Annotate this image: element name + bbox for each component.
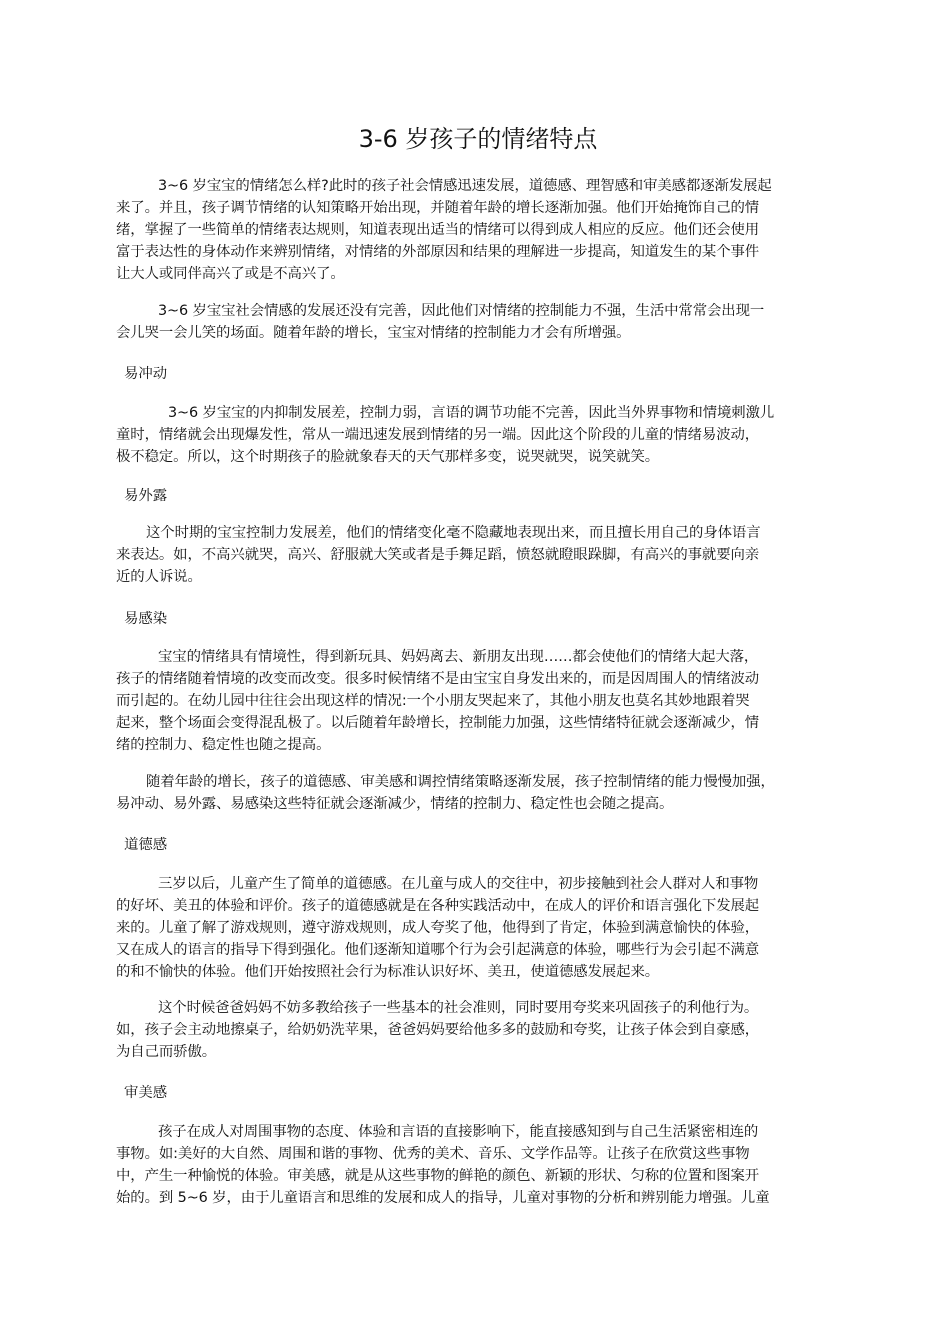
paragraph-contagious — [116, 646, 840, 756]
text-line: 随着年龄的增长，孩子的道德感、审美感和调控情绪策略逐渐发展，孩子控制情绪的能力慢慢加强， — [146, 774, 775, 790]
text-line: 如，孩子会主动地擦桌子，给奶奶洗苹果，爸爸妈妈要给他多多的鼓励和夸奖，让孩子体会到自豪感， — [116, 1022, 760, 1038]
text-line: 来的。儿童了解了游戏规则，遵守游戏规则，成人夸奖了他，他得到了肯定，体验到满意愉快的体验， — [116, 920, 760, 936]
section-heading-aesthetic: 审美感 — [124, 1085, 168, 1101]
paragraph-impulsive — [116, 402, 840, 468]
text-line: 的好坏、美丑的体验和评价。孩子的道德感就是在各种实践活动中，在成人的评价和语言强化下发展起 — [116, 898, 760, 914]
text-line: 事物。如:美好的大自然、周围和谐的事物、优秀的美术、音乐、文学作品等。让孩子在欣赏这些事物 — [116, 1146, 750, 1162]
paragraph-social-emotion — [116, 300, 840, 344]
paragraph-intro — [116, 175, 840, 285]
text-line: 起来，整个场面会变得混乱极了。以后随着年龄增长，控制能力加强，这些情绪特征就会逐渐减少，情 — [116, 715, 760, 731]
text-line: 3~6 岁宝宝的内抑制发展差，控制力弱，言语的调节功能不完善，因此当外界事物和情境刺激儿 — [168, 405, 775, 421]
text-line: 为自己而骄傲。 — [116, 1044, 217, 1060]
section-heading-morality: 道德感 — [124, 837, 168, 853]
text-line: 三岁以后，儿童产生了简单的道德感。在儿童与成人的交往中，初步接触到社会人群对人和事物 — [158, 876, 759, 892]
text-line: 又在成人的语言的指导下得到强化。他们逐渐知道哪个行为会引起满意的体验，哪些行为会引起不满意 — [116, 942, 760, 958]
text-line: 而引起的。在幼儿园中往往会出现这样的情况:一个小朋友哭起来了，其他小朋友也莫名其妙地跟着哭 — [116, 693, 750, 709]
text-line: 易冲动、易外露、易感染这些特征就会逐渐减少，情绪的控制力、稳定性也会随之提高。 — [116, 796, 674, 812]
text-line: 孩子在成人对周围事物的态度、体验和言语的直接影响下，能直接感知到与自己生活紧密相连的 — [158, 1124, 759, 1140]
text-line: 来了。并且，孩子调节情绪的认知策略开始出现，并随着年龄的增长逐渐加强。他们开始掩饰自己的情 — [116, 200, 760, 216]
text-line: 中，产生一种愉悦的体验。审美感，就是从这些事物的鲜艳的颜色、新颖的形状、匀称的位置和图案开 — [116, 1168, 760, 1184]
text-line: 来表达。如，不高兴就哭，高兴、舒服就大笑或者是手舞足蹈，愤怒就瞪眼跺脚，有高兴的事就要向亲 — [116, 547, 760, 563]
text-line: 会儿哭一会儿笑的场面。随着年龄的增长，宝宝对情绪的控制能力才会有所增强。 — [116, 325, 631, 341]
text-line: 极不稳定。所以，这个时期孩子的脸就象春天的天气那样多变，说哭就哭，说笑就笑。 — [116, 449, 660, 465]
paragraph-aesthetic — [116, 1121, 840, 1209]
text-line: 这个时期的宝宝控制力发展差，他们的情绪变化毫不隐藏地表现出来，而且擅长用自己的身体语言 — [146, 525, 761, 541]
text-line: 童时，情绪就会出现爆发性，常从一端迅速发展到情绪的另一端。因此这个阶段的儿童的情绪易波动， — [116, 427, 760, 443]
text-line: 让大人或同伴高兴了或是不高兴了。 — [116, 266, 345, 282]
text-line: 3~6 岁宝宝社会情感的发展还没有完善，因此他们对情绪的控制能力不强，生活中常常会出现一 — [158, 303, 765, 319]
paragraph-expressive — [116, 522, 840, 588]
text-line: 近的人诉说。 — [116, 569, 202, 585]
section-heading-impulsive: 易冲动 — [124, 366, 168, 382]
section-heading-expressive: 易外露 — [124, 488, 168, 504]
text-line: 绪的控制力、稳定性也随之提高。 — [116, 737, 331, 753]
text-line: 宝宝的情绪具有情境性，得到新玩具、妈妈离去、新朋友出现……都会使他们的情绪大起大落， — [158, 649, 759, 665]
text-line: 3~6 岁宝宝的情绪怎么样?此时的孩子社会情感迅速发展，道德感、理智感和审美感都逐渐发展起 — [158, 178, 772, 194]
paragraph-age-growth — [116, 771, 840, 815]
text-line: 的和不愉快的体验。他们开始按照社会行为标准认识好坏、美丑，使道德感发展起来。 — [116, 964, 660, 980]
page-title: 3-6 岁孩子的情绪特点 — [358, 125, 598, 153]
text-line: 孩子的情绪随着情境的改变而改变。很多时候情绪不是由宝宝自身发出来的，而是因周围人的情绪波动 — [116, 671, 760, 687]
section-heading-contagious: 易感染 — [124, 611, 168, 627]
paragraph-morality — [116, 873, 840, 983]
text-line: 始的。到 5~6 岁，由于儿童语言和思维的发展和成人的指导，儿童对事物的分析和辨别能力增强。儿童 — [116, 1190, 770, 1206]
text-line: 富于表达性的身体动作来辨别情绪，对情绪的外部原因和结果的理解进一步提高，知道发生的某个事件 — [116, 244, 760, 260]
text-line: 这个时候爸爸妈妈不妨多教给孩子一些基本的社会准则，同时要用夸奖来巩固孩子的利他行为。 — [158, 1000, 759, 1016]
text-line: 绪，掌握了一些简单的情绪表达规则，知道表现出适当的情绪可以得到成人相应的反应。他们还会使用 — [116, 222, 760, 238]
paragraph-parents-advice — [116, 997, 840, 1063]
